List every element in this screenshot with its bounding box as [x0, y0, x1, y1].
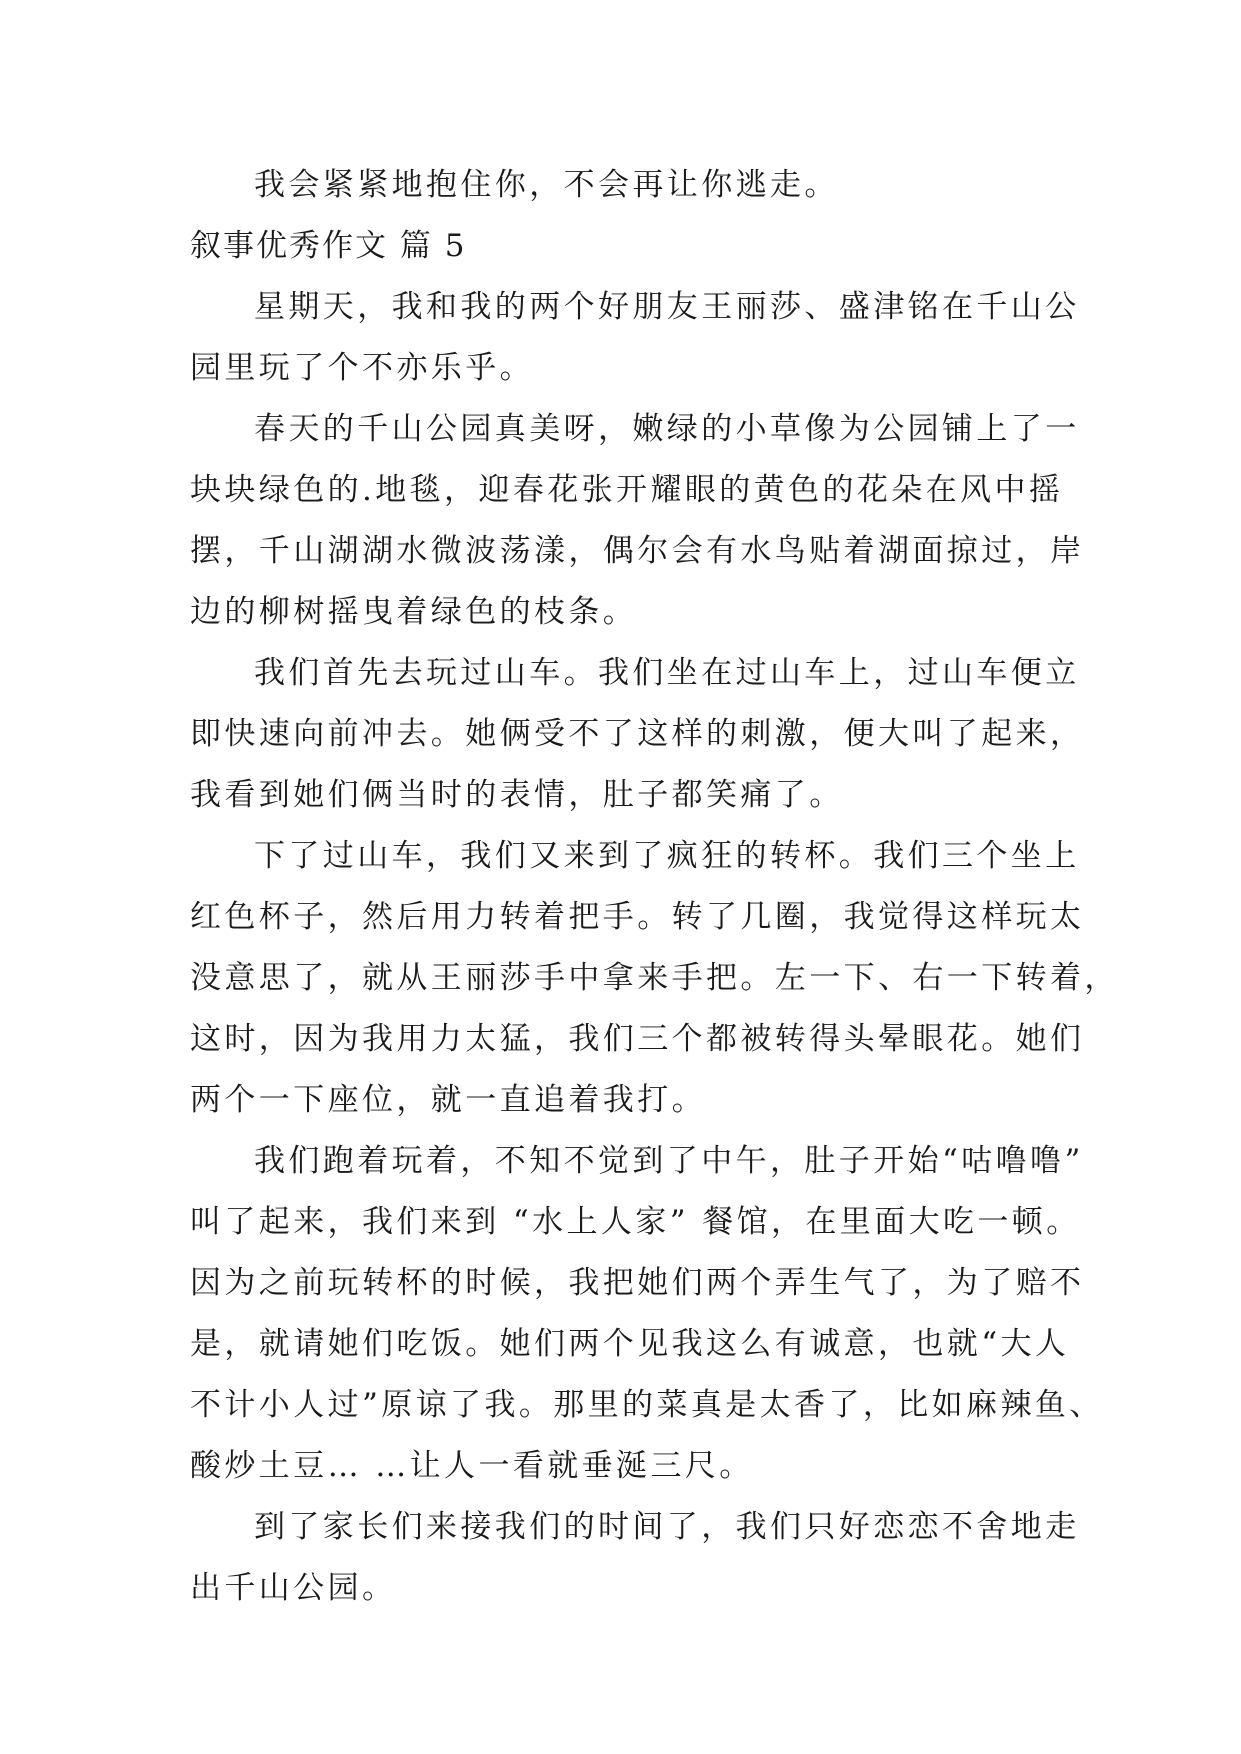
text-line: 边的柳树摇曳着绿色的枝条。: [190, 594, 638, 630]
document-page: [190, 155, 1119, 1619]
text-line: 红色杯子，然后用力转着把手。转了几圈，我觉得这样玩太: [190, 899, 1085, 935]
text-line: 酸炒土豆… …让人一看就垂涎三尺。: [190, 1448, 754, 1484]
text-line: 我们首先去玩过山车。我们坐在过山车上，过山车便立: [254, 655, 1080, 691]
text-line: 因为之前玩转杯的时候，我把她们两个弄生气了，为了赔不: [190, 1265, 1085, 1301]
text-line: 没意思了，就从王丽莎手中拿来手把。左一下、右一下转着，: [190, 960, 1119, 996]
text-line: 下了过山车，我们又来到了疯狂的转杯。我们三个坐上: [254, 838, 1080, 874]
text-line: 不计小人过”原谅了我。那里的菜真是太香了，比如麻辣鱼、: [190, 1387, 1104, 1423]
text-line: 出千山公园。: [190, 1570, 397, 1606]
text-line: 是，就请她们吃饭。她们两个见我这么有诚意，也就“大人: [190, 1326, 1070, 1362]
text-line: 两个一下座位，就一直追着我打。: [190, 1082, 706, 1118]
text-line: 叫了起来，我们来到 “水上人家” 餐馆，在里面大吃一顿。: [190, 1204, 1081, 1240]
text-line: 这时，因为我用力太猛，我们三个都被转得头晕眼花。她们: [190, 1021, 1085, 1057]
text-line: 到了家长们来接我们的时间了，我们只好恋恋不舍地走: [254, 1509, 1080, 1545]
text-line: 我们跑着玩着，不知不觉到了中午，肚子开始“咕噜噜”: [254, 1143, 1084, 1179]
text-line: 我会紧紧地抱住你，不会再让你逃走。: [254, 167, 839, 203]
text-line: 园里玩了个不亦乐乎。: [190, 350, 534, 386]
text-line: 块块绿色的.地毯，迎春花张开耀眼的黄色的花朵在风中摇: [190, 472, 1064, 508]
text-line: 即快速向前冲去。她俩受不了这样的刺激，便大叫了起来，: [190, 716, 1085, 752]
text-line: 星期天，我和我的两个好朋友王丽莎、盛津铭在千山公: [254, 289, 1080, 325]
text-line: 春天的千山公园真美呀，嫩绿的小草像为公园铺上了一: [254, 411, 1080, 447]
text-line: 摆，千山湖湖水微波荡漾，偶尔会有水鸟贴着湖面掠过，岸: [190, 533, 1085, 569]
text-line: 我看到她们俩当时的表情，肚子都笑痛了。: [190, 777, 844, 813]
section-heading: 叙事优秀作文 篇 5: [190, 228, 467, 264]
